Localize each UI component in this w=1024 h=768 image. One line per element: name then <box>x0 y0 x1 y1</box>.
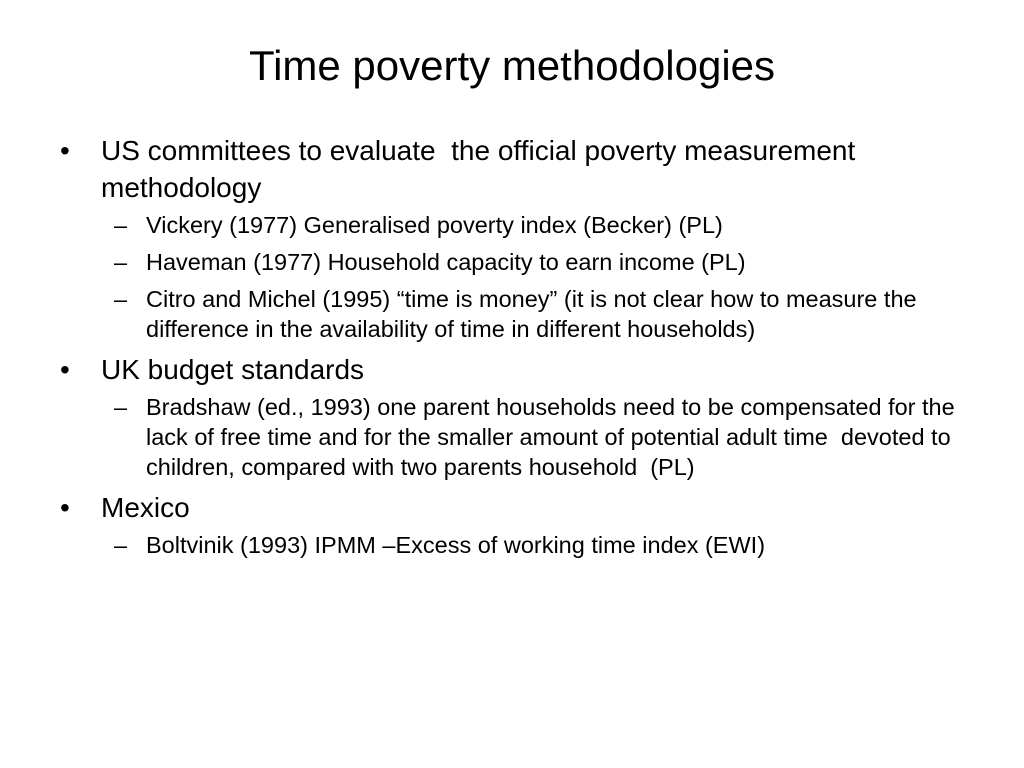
sub-marker: – <box>114 286 128 312</box>
sub-item-citro-michel <box>60 284 980 344</box>
sub-item-text: Citro and Michel (1995) “time is money” (it is not clear how to measure the difference in the availability of time in different households) <box>146 286 924 342</box>
bullet-us-committees <box>60 132 980 206</box>
sub-item-boltvinik <box>60 530 980 560</box>
bullet-marker: • <box>60 135 70 166</box>
sub-item-text: Boltvinik (1993) IPMM –Excess of working time index (EWI) <box>146 532 766 558</box>
bullet-marker: • <box>60 492 70 523</box>
bullet-text: US committees to evaluate the official poverty measurement methodology <box>101 135 864 203</box>
sub-item-text: Haveman (1977) Household capacity to earn income (PL) <box>146 249 746 275</box>
sub-item-haveman <box>60 247 980 277</box>
bullet-mexico <box>60 489 980 526</box>
bullet-uk-budget-standards <box>60 351 980 388</box>
slide-title: Time poverty methodologies <box>248 42 776 89</box>
sub-list-us-committees <box>60 210 980 344</box>
bullet-text: Mexico <box>101 492 190 523</box>
sub-marker: – <box>114 249 128 275</box>
slide-content <box>60 130 980 567</box>
sub-item-vickery <box>60 210 980 240</box>
sub-item-text: Bradshaw (ed., 1993) one parent households need to be compensated for the lack of free time and for the smaller amount of potential adult time devoted to children, compared with two parents household (PL) <box>146 394 962 480</box>
bullet-marker: • <box>60 354 70 385</box>
sub-marker: – <box>114 394 128 420</box>
bullet-text: UK budget standards <box>101 354 365 385</box>
sub-item-bradshaw <box>60 392 980 482</box>
sub-list-uk-budget-standards <box>60 392 980 482</box>
sub-marker: – <box>114 532 128 558</box>
sub-list-mexico <box>60 530 980 560</box>
sub-item-text: Vickery (1977) Generalised poverty index (Becker) (PL) <box>146 212 723 238</box>
sub-marker: – <box>114 212 128 238</box>
